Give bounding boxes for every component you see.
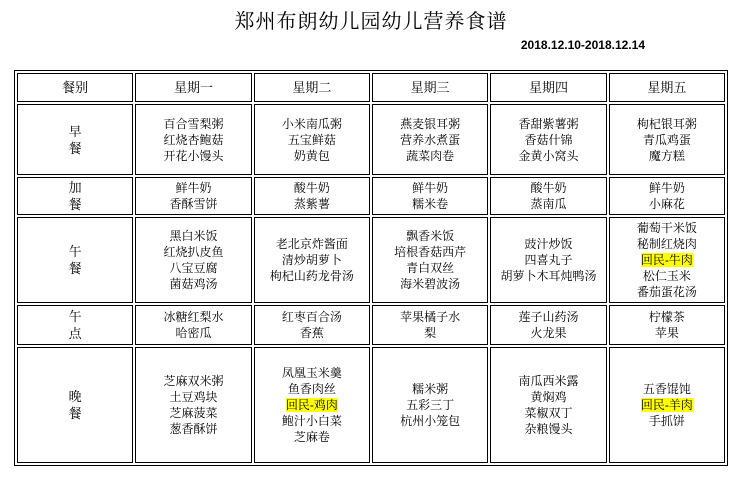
dish-line (255, 381, 369, 397)
dish-item: 清炒胡萝卜 (281, 253, 342, 267)
dish-line (610, 309, 724, 325)
dish-item: 红枣百合汤 (281, 310, 342, 324)
dish-line (373, 244, 487, 260)
menu-table (14, 70, 728, 466)
dish-item: 鱼香肉丝 (287, 382, 336, 396)
row-label (17, 177, 133, 215)
dish-line (373, 228, 487, 244)
column-header: 星期一 (135, 73, 251, 102)
dish-line (610, 132, 724, 148)
dish-line (136, 244, 250, 260)
menu-cell (372, 177, 488, 215)
dish-line (373, 325, 487, 341)
dish-line (610, 252, 724, 268)
dish-line (610, 148, 724, 164)
dish-item: 土豆鸡块 (169, 390, 218, 404)
dish-line (136, 373, 250, 389)
dish-item: 枸杞山药龙骨汤 (269, 269, 354, 283)
dish-line (255, 116, 369, 132)
dish-item: 金黄小窝头 (518, 148, 579, 163)
dish-line (491, 405, 605, 421)
dish-item: 酸牛奶 (293, 181, 330, 195)
dish-line (136, 196, 250, 212)
menu-cell (135, 104, 251, 175)
table-row (17, 104, 725, 175)
dish-item: 蔬菜肉卷 (406, 148, 455, 163)
dish-item: 八宝豆腐 (169, 261, 218, 275)
page-title: 郑州布朗幼儿园幼儿营养食谱 (234, 11, 508, 33)
dish-item: 芝麻菠菜 (169, 406, 218, 420)
dish-item: 杂粮馒头 (524, 422, 573, 436)
dish-line (491, 116, 605, 132)
menu-cell (254, 104, 370, 175)
dish-item: 芝麻双米粥 (163, 374, 224, 388)
menu-cell (254, 217, 370, 303)
dish-line (610, 284, 724, 300)
dish-item: 蒸紫薯 (293, 197, 330, 211)
dish-line (610, 116, 724, 132)
dish-item: 菜椒双丁 (524, 406, 573, 420)
dish-item: 梨 (424, 326, 437, 340)
dish-item: 鲜牛奶 (175, 181, 212, 195)
column-header: 星期四 (490, 73, 606, 102)
dish-item: 火龙果 (530, 326, 567, 340)
dish-line (255, 252, 369, 268)
dish-line (610, 325, 724, 341)
dish-line (610, 413, 724, 429)
dish-item: 海米碧波汤 (400, 277, 461, 291)
menu-cell (490, 347, 606, 463)
header-row (17, 73, 725, 102)
menu-cell (254, 347, 370, 463)
dish-line (255, 180, 369, 196)
column-header: 星期三 (372, 73, 488, 102)
dish-item: 小麻花 (648, 197, 685, 211)
dish-item: 秘制红烧肉 (636, 237, 697, 251)
menu-table-body (17, 104, 725, 463)
dish-line (491, 309, 605, 325)
table-row (17, 217, 725, 303)
dish-item: 糯米卷 (412, 197, 449, 211)
row-label (17, 104, 133, 175)
menu-cell (372, 347, 488, 463)
dish-line (491, 180, 605, 196)
dish-item: 香蕉 (299, 326, 324, 340)
dish-line (255, 413, 369, 429)
menu-cell (609, 217, 725, 303)
dish-item: 番茄蛋花汤 (636, 285, 697, 299)
dish-line (373, 116, 487, 132)
menu-cell (372, 104, 488, 175)
menu-cell (609, 177, 725, 215)
menu-table-head (17, 73, 725, 102)
corner-header: 餐别 (17, 73, 133, 102)
dish-line (136, 421, 250, 437)
dish-line (491, 389, 605, 405)
menu-cell (609, 347, 725, 463)
dish-line (255, 397, 369, 413)
dish-item: 小米南瓜粥 (281, 116, 342, 131)
dish-item: 柠檬茶 (648, 310, 685, 324)
dish-item: 燕麦银耳粥 (400, 116, 461, 131)
dish-item: 黄焖鸡 (530, 390, 567, 404)
menu-cell (490, 305, 606, 345)
dish-line (136, 389, 250, 405)
dish-item: 魔方糕 (648, 148, 685, 163)
dish-line (255, 325, 369, 341)
dish-line (373, 132, 487, 148)
dish-item: 葡萄干米饭 (636, 221, 697, 235)
dish-line (491, 373, 605, 389)
dish-item: 香菇什锦 (524, 132, 573, 147)
menu-cell (490, 177, 606, 215)
dish-item: 南瓜西米露 (518, 374, 579, 388)
row-label-char: 加 (68, 180, 82, 195)
dish-line (610, 397, 724, 413)
highlighted-dish-item: 回民-牛肉 (640, 253, 693, 267)
menu-cell (135, 177, 251, 215)
dish-item: 鲍汁小白菜 (281, 414, 342, 428)
dish-line (373, 309, 487, 325)
dish-item: 青瓜鸡蛋 (642, 132, 691, 147)
dish-line (136, 228, 250, 244)
table-row (17, 177, 725, 215)
row-label-char: 午 (68, 244, 82, 259)
dish-line (373, 276, 487, 292)
dish-item: 黑白米饭 (169, 229, 218, 243)
row-label-char: 点 (68, 326, 82, 341)
dish-line (610, 381, 724, 397)
dish-line (610, 196, 724, 212)
dish-item: 鲜牛奶 (648, 181, 685, 195)
highlighted-dish-item: 回民-鸡肉 (285, 398, 338, 412)
menu-cell (135, 347, 251, 463)
dish-line (491, 325, 605, 341)
menu-cell (254, 177, 370, 215)
row-label-char: 早 (68, 123, 82, 139)
dish-item: 胡萝卜木耳炖鸭汤 (500, 269, 597, 283)
dish-item: 莲子山药汤 (518, 310, 579, 324)
dish-item: 五香馄饨 (642, 382, 691, 396)
menu-cell (372, 305, 488, 345)
dish-item: 凤凰玉米羹 (281, 366, 342, 380)
dish-item: 葱香酥饼 (169, 422, 218, 436)
menu-cell (372, 217, 488, 303)
dish-line (136, 132, 250, 148)
table-row (17, 347, 725, 463)
dish-item: 青白双丝 (406, 261, 455, 275)
dish-line (136, 276, 250, 292)
dish-line (373, 196, 487, 212)
menu-cell (135, 305, 251, 345)
menu-cell (135, 217, 251, 303)
dish-item: 飘香米饭 (406, 229, 455, 243)
dish-line (136, 405, 250, 421)
dish-line (136, 260, 250, 276)
dish-line (136, 309, 250, 325)
menu-cell (609, 305, 725, 345)
dish-item: 红烧杏鲍菇 (163, 132, 224, 147)
dish-item: 手抓饼 (648, 414, 685, 428)
dish-line (255, 268, 369, 284)
dish-line (136, 116, 250, 132)
dish-line (373, 148, 487, 164)
dish-line (610, 268, 724, 284)
date-range: 2018.12.10-2018.12.14 (520, 38, 645, 52)
dish-line (373, 397, 487, 413)
dish-line (610, 236, 724, 252)
dish-item: 菌菇鸡汤 (169, 277, 218, 291)
dish-item: 枸杞银耳粥 (636, 116, 697, 131)
dish-line (491, 421, 605, 437)
row-label-char: 餐 (68, 197, 82, 212)
dish-line (610, 180, 724, 196)
dish-item: 老北京炸酱面 (275, 237, 348, 251)
dish-line (255, 365, 369, 381)
highlighted-dish-item: 回民-羊肉 (640, 398, 693, 412)
menu-cell (254, 305, 370, 345)
menu-cell (490, 217, 606, 303)
dish-line (491, 252, 605, 268)
dish-item: 豉汁炒饭 (524, 237, 573, 251)
dish-line (373, 381, 487, 397)
dish-item: 杭州小笼包 (400, 414, 461, 428)
dish-line (373, 180, 487, 196)
dish-item: 冰糖红梨水 (163, 310, 224, 324)
column-header: 星期五 (609, 73, 725, 102)
dish-line (373, 260, 487, 276)
dish-item: 红烧扒皮鱼 (163, 245, 224, 259)
dish-line (373, 413, 487, 429)
dish-item: 苹果橘子水 (400, 310, 461, 324)
dish-line (255, 132, 369, 148)
dish-item: 哈密瓜 (175, 326, 212, 340)
row-label (17, 217, 133, 303)
menu-cell (609, 104, 725, 175)
row-label-char: 餐 (68, 140, 82, 156)
dish-item: 开花小馒头 (163, 148, 224, 163)
dish-item: 鲜牛奶 (412, 181, 449, 195)
table-row (17, 305, 725, 345)
dish-line (491, 196, 605, 212)
dish-line (255, 429, 369, 445)
dish-item: 百合雪梨粥 (163, 116, 224, 131)
column-header: 星期二 (254, 73, 370, 102)
dish-item: 营养水煮蛋 (400, 132, 461, 147)
row-label (17, 305, 133, 345)
dish-line (255, 196, 369, 212)
row-label-char: 餐 (68, 261, 82, 276)
dish-item: 松仁玉米 (642, 269, 691, 283)
dish-line (255, 148, 369, 164)
dish-item: 香酥雪饼 (169, 197, 218, 211)
dish-item: 芝麻卷 (293, 430, 330, 444)
dish-line (136, 148, 250, 164)
row-label-char: 餐 (68, 406, 82, 421)
dish-item: 四喜丸子 (524, 253, 573, 267)
dish-item: 香甜紫薯粥 (518, 116, 579, 131)
dish-item: 五彩三丁 (406, 398, 455, 412)
dish-line (491, 132, 605, 148)
dish-line (491, 148, 605, 164)
dish-line (136, 325, 250, 341)
row-label (17, 347, 133, 463)
dish-line (491, 268, 605, 284)
dish-item: 奶黄包 (293, 148, 330, 163)
dish-line (255, 309, 369, 325)
dish-item: 五宝鲜菇 (287, 132, 336, 147)
dish-line (255, 236, 369, 252)
dish-item: 酸牛奶 (530, 181, 567, 195)
dish-item: 蒸南瓜 (530, 197, 567, 211)
row-label-char: 晚 (68, 389, 82, 404)
dish-item: 培根香菇西芹 (394, 245, 467, 259)
dish-line (491, 236, 605, 252)
dish-item: 苹果 (654, 326, 679, 340)
row-label-char: 午 (68, 309, 82, 324)
dish-line (610, 220, 724, 236)
dish-item: 糯米粥 (412, 382, 449, 396)
menu-cell (490, 104, 606, 175)
dish-line (136, 180, 250, 196)
